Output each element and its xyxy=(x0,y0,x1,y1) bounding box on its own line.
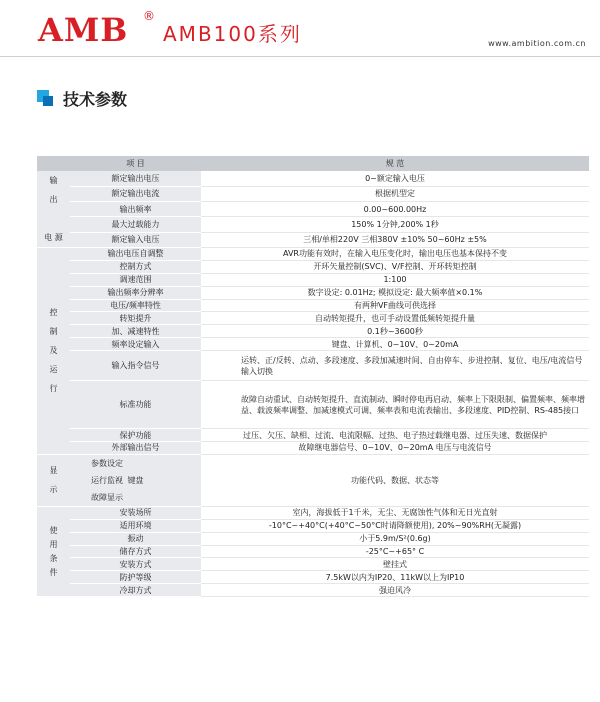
header-spec: 规 范 xyxy=(201,156,589,171)
row-item: 振动 xyxy=(70,532,201,545)
category-display: 显 示 xyxy=(37,454,70,506)
table-row xyxy=(37,338,589,351)
row-spec: AVR功能有效时，在输入电压变化时，输出电压也基本保持不变 xyxy=(201,248,589,261)
row-spec: 0~额定输入电压 xyxy=(201,171,589,186)
row-spec: 数字设定: 0.01Hz; 模拟设定: 最大频率值×0.1% xyxy=(201,286,589,299)
row-spec: 小于5.9m/S²(0.6g) xyxy=(201,532,589,545)
row-item: 额定输入电压 xyxy=(70,232,201,247)
table-row xyxy=(37,532,589,545)
row-spec: 有两种VF曲线可供选择 xyxy=(201,299,589,312)
table-row xyxy=(37,232,589,247)
spec-table xyxy=(37,156,589,597)
keyboard-function: 运行监视 xyxy=(91,475,123,485)
row-spec: 键盘、计算机、0~10V、0~20mA xyxy=(201,338,589,351)
table-row xyxy=(37,171,589,186)
row-spec: 0.00~600.00Hz xyxy=(201,202,589,217)
row-spec: 运转、正/反转、点动、多段速度、多段加减速时间、自由停车、步进控制、复位、电压/电流信号输入切换 xyxy=(201,351,589,381)
row-item: 最大过载能力 xyxy=(70,217,201,232)
page-header xyxy=(0,0,600,60)
row-spec: 自动转矩提升，也可手动设置低频转矩提升量 xyxy=(201,312,589,325)
table-row xyxy=(37,217,589,232)
row-item: 键盘 xyxy=(70,454,201,506)
row-spec: -10°C~+40°C(+40°C~50°C时请降额使用), 20%~90%RH(无凝露) xyxy=(201,519,589,532)
category-output-power: 输 出 电 源 xyxy=(37,171,70,248)
row-spec: 强迫风冷 xyxy=(201,584,589,597)
header-divider xyxy=(0,56,600,57)
row-item: 外部输出信号 xyxy=(70,442,201,455)
table-row xyxy=(37,381,589,429)
row-spec: 壁挂式 xyxy=(201,558,589,571)
row-spec: 150% 1分钟,200% 1秒 xyxy=(201,217,589,232)
table-row xyxy=(37,506,589,519)
table-row xyxy=(37,454,589,506)
row-item: 输出电压自调整 xyxy=(70,248,201,261)
keyboard-function: 故障显示 xyxy=(91,492,123,502)
keyboard-functions xyxy=(81,455,191,506)
row-item: 频率设定输入 xyxy=(70,338,201,351)
row-spec: 根据机型定 xyxy=(201,186,589,201)
row-spec: 故障继电器信号、0~10V、0~20mA 电压与电流信号 xyxy=(201,442,589,455)
row-item: 加、减速特性 xyxy=(70,325,201,338)
row-spec: -25°C~+65° C xyxy=(201,545,589,558)
row-item: 输入指令信号 xyxy=(70,351,201,381)
row-item: 额定输出电压 xyxy=(70,171,201,186)
row-item: 转矩提升 xyxy=(70,312,201,325)
row-item: 防护等级 xyxy=(70,571,201,584)
brand-logo: AMB xyxy=(38,11,129,49)
category-control: 控 制 及 运 行 xyxy=(37,248,70,455)
header-item: 项 目 xyxy=(70,156,201,171)
row-spec: 过压、欠压、缺相、过流、电流限幅、过热、电子热过载继电器、过压失速、数据保护 xyxy=(201,429,589,442)
table-row xyxy=(37,429,589,442)
table-row xyxy=(37,186,589,201)
table-row xyxy=(37,286,589,299)
section-square-icon xyxy=(37,90,53,106)
row-spec: 1:100 xyxy=(201,273,589,286)
row-spec: 故障自动重试、自动转矩提升、直流制动、瞬时停电再启动、频率上下限限制、偏置频率、频率增益、载波频率调整、加减速模式可调、频率表和电流表输出、多段速度、PID控制、RS-485接口 xyxy=(201,381,589,429)
category-environment: 使 用 条 件 xyxy=(37,506,70,596)
table-row xyxy=(37,351,589,381)
series-title: AMB100系列 xyxy=(163,22,302,46)
row-item: 冷却方式 xyxy=(70,584,201,597)
row-spec: 7.5kW以内为IP20、11kW以上为IP10 xyxy=(201,571,589,584)
header-category xyxy=(37,156,70,171)
table-row xyxy=(37,273,589,286)
row-item: 安装场所 xyxy=(70,506,201,519)
table-row xyxy=(37,312,589,325)
row-item: 额定输出电流 xyxy=(70,186,201,201)
row-spec: 三相/单相220V 三相380V ±10% 50~60Hz ±5% xyxy=(201,232,589,247)
row-spec: 室内，海拔低于1千米，无尘、无腐蚀性气体和无日光直射 xyxy=(201,506,589,519)
row-item: 储存方式 xyxy=(70,545,201,558)
table-row xyxy=(37,202,589,217)
row-item: 安装方式 xyxy=(70,558,201,571)
row-item: 保护功能 xyxy=(70,429,201,442)
table-row xyxy=(37,584,589,597)
registered-mark: ® xyxy=(143,9,155,23)
table-row xyxy=(37,260,589,273)
website-url: www.ambition.com.cn xyxy=(488,39,586,48)
table-row xyxy=(37,442,589,455)
table-row xyxy=(37,248,589,261)
table-row xyxy=(37,519,589,532)
row-item: 电压/频率特性 xyxy=(70,299,201,312)
table-row xyxy=(37,325,589,338)
keyboard-display-content: 功能代码、数据、状态等 xyxy=(351,475,439,485)
table-row xyxy=(37,558,589,571)
row-item: 输出频率 xyxy=(70,202,201,217)
section-title: 技术参数 xyxy=(63,90,128,109)
row-item: 控制方式 xyxy=(70,260,201,273)
row-spec: 开环矢量控制(SVC)、V/F控制、开环转矩控制 xyxy=(201,260,589,273)
row-item: 标准功能 xyxy=(70,381,201,429)
row-item: 输出频率分辨率 xyxy=(70,286,201,299)
row-item: 适用环境 xyxy=(70,519,201,532)
table-row xyxy=(37,299,589,312)
row-spec: 0.1秒~3600秒 xyxy=(201,325,589,338)
table-row xyxy=(37,571,589,584)
keyboard-function: 参数设定 xyxy=(91,458,123,468)
table-row xyxy=(37,545,589,558)
table-header-row xyxy=(37,156,589,171)
row-item: 调速范围 xyxy=(70,273,201,286)
